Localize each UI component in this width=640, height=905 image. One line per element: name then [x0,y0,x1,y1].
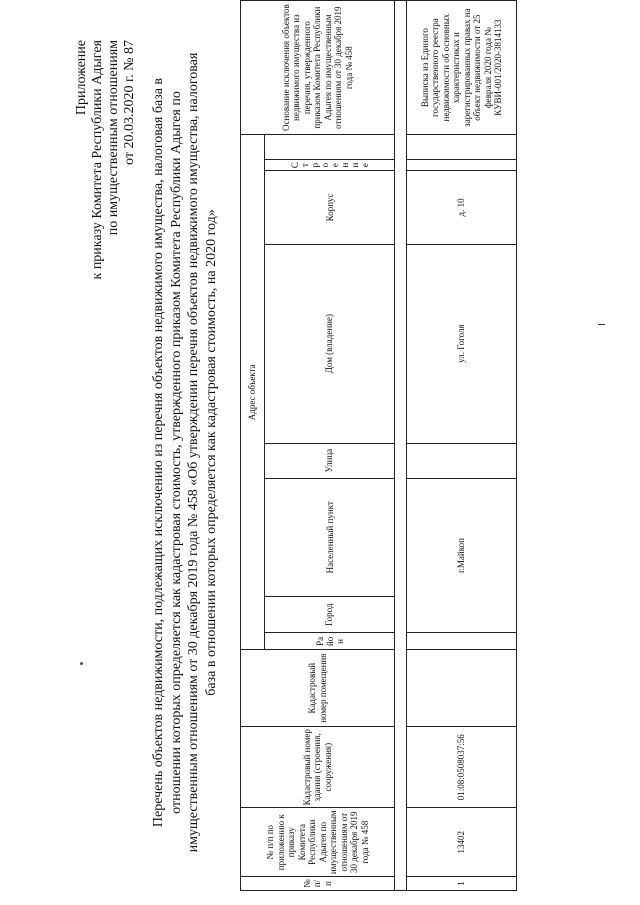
header-address: Адрес объекта [241,135,265,650]
cell-structure [407,135,517,160]
header-structure: Строение [265,160,395,171]
cell-num-in-order: 13402 [407,808,517,877]
appendix-order-ref: к приказу Комитета Республики Адыгея [90,40,105,280]
header-district: Район [265,633,395,650]
cell-settlement [407,443,517,478]
cell-building-cadastral: 01:08:0508037:56 [407,727,517,808]
cell-city: г.Майкоп [407,478,517,633]
header-num-in-order: № п/п по приложению к приказу Комитета Республики Адыгея по имущественным отношениям от 30 декабря 2019 года № 458 [241,808,395,877]
cell-building [407,160,517,171]
cell-basis: Выписка из Единого государственного реестра недвижимости об основных характеристиках и зарегистрированных правах на объект недвижимости от 25 февраля 2020 года № КУВИ-001/2020-3814133 [407,1,517,135]
table-row [407,1,517,891]
scan-speck [80,662,83,665]
header-basis: Основание исключения объектов недвижимого имущества из перечня, утвержденного приказом Комитета Республики Адыгея по имущественным отношениям от 30 декабря 2019 года № 458 [241,1,395,135]
header-house: Дом (владение) [265,244,395,443]
appendix-committee: по имущественным отношениям [106,40,121,236]
appendix-block [74,40,138,279]
cell-house: д. 10 [407,171,517,245]
objects-table [240,0,517,891]
header-street: Улица [265,443,395,478]
appendix-title: Приложение [74,40,89,116]
document-heading: Перечень объектов недвижимости, подлежащих исключению из перечня объектов недвижимого имущества, налоговая база в отношении которых определяется как кадастровая стоимость, утвержденного приказом Комитета Республики Адыгея по имущественным отношениям от 30 декабря 2019 года № 458 «Об утверждении перечня объектов недвижимого имущества, налоговая база в отношении которых определяется как кадастровая стоимость, на 2020 год» [151,52,219,853]
cell-district [407,633,517,650]
header-city: Город [265,596,395,633]
cell-room-cadastral [407,650,517,727]
cell-num: 1 [407,877,517,891]
header-num: № п/п [241,877,395,891]
cell-street: ул. Гоголя [407,244,517,443]
header-settlement: Населенный пункт [265,478,395,596]
spacer-row [395,1,407,891]
scan-mark [598,324,605,325]
header-building: Корпус [265,171,395,245]
header-building-cadastral: Кадастровый номер здания (строения, сооружения) [241,727,395,808]
appendix-date: от 20.03.2020 г. № 87 [122,40,137,165]
header-room-cadastral: Кадастровый номер помещения [241,650,395,727]
